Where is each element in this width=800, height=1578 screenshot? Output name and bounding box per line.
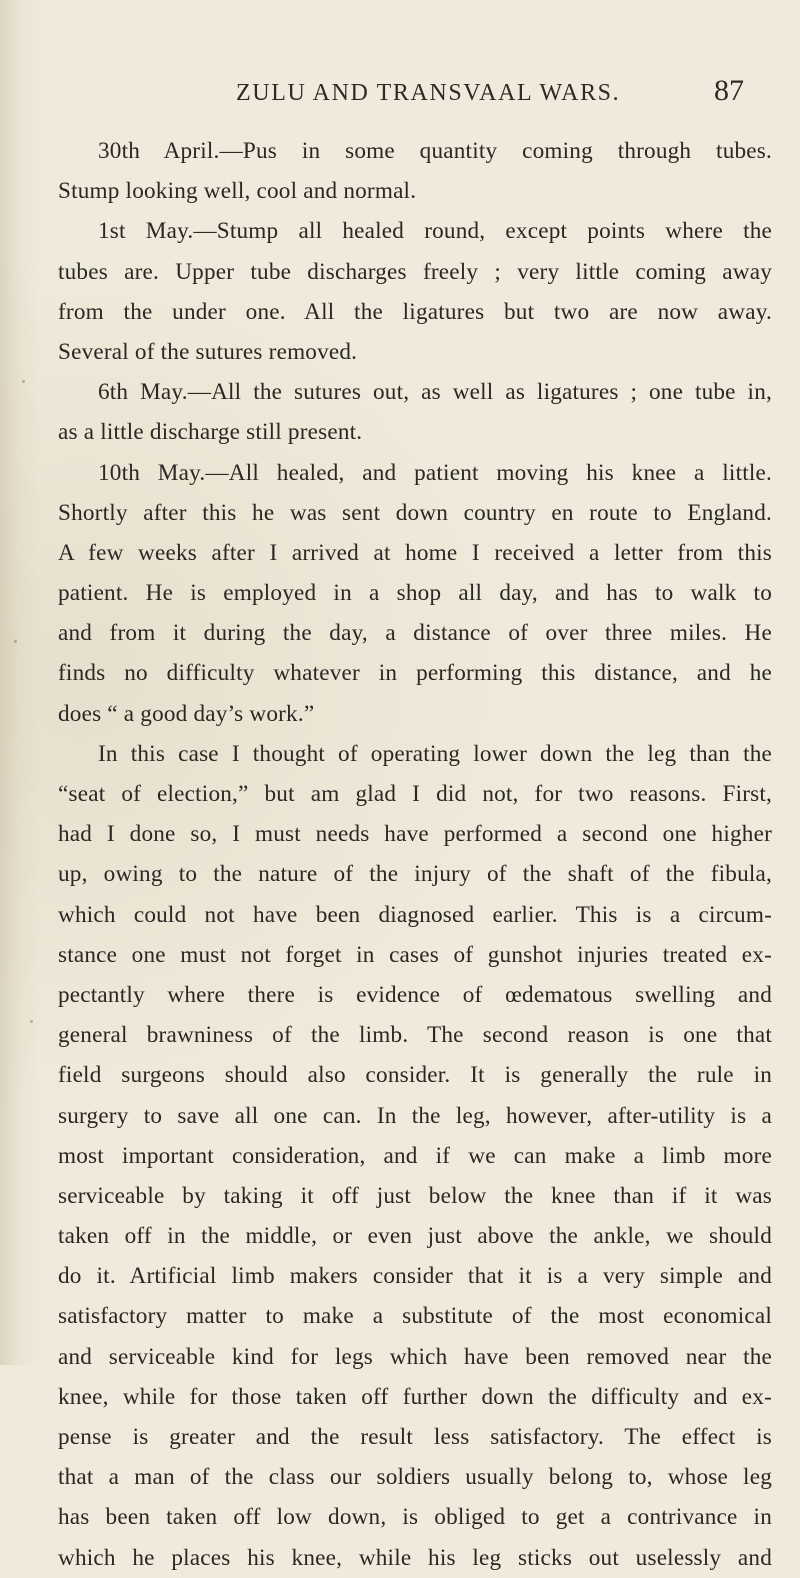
page-number: 87 <box>714 74 744 107</box>
text-line: A few weeks after I arrived at home I received a letter from this <box>58 539 772 566</box>
text-line: has been taken off low down, is obliged to get a contrivance in <box>58 1504 772 1531</box>
paper-speck <box>30 1020 33 1023</box>
text-line: pectantly where there is evidence of œdematous swelling and <box>58 981 772 1008</box>
paper-speck <box>22 380 25 383</box>
text-line: 1st May.—Stump all healed round, except points where the <box>98 218 772 245</box>
text-line: tubes are. Upper tube discharges freely ; very little coming away <box>58 258 772 285</box>
text-line: general brawniness of the limb. The second reason is one that <box>58 1022 772 1049</box>
text-line: In this case I thought of operating lower down the leg than the <box>98 740 772 767</box>
text-line: patient. He is employed in a shop all day, and has to walk to <box>58 580 772 607</box>
body-text <box>58 131 772 1578</box>
text-line: taken off in the middle, or even just above the ankle, we should <box>58 1223 772 1250</box>
text-line: up, owing to the nature of the injury of the shaft of the fibula, <box>58 861 772 888</box>
text-line: as a little discharge still present. <box>58 419 363 446</box>
running-head: ZULU AND TRANSVAAL WARS. <box>236 80 621 106</box>
text-line: 30th April.—Pus in some quantity coming through tubes. <box>98 138 772 164</box>
text-line: which could not have been diagnosed earlier. This is a circum- <box>58 901 772 928</box>
text-line: does “ a good day’s work.” <box>58 700 315 727</box>
text-line: which he places his knee, while his leg sticks out uselessly and <box>58 1544 772 1571</box>
text-line: finds no difficulty whatever in performing this distance, and he <box>58 660 772 687</box>
text-line: pense is greater and the result less satisfactory. The effect is <box>58 1424 772 1450</box>
text-line: most important consideration, and if we can make a limb more <box>58 1142 772 1169</box>
page-header <box>0 74 800 114</box>
text-line: had I done so, I must needs have performed a second one higher <box>58 821 772 848</box>
text-line: satisfactory matter to make a substitute of the most economical <box>58 1303 772 1330</box>
text-line: from the under one. All the ligatures but two are now away. <box>58 298 772 325</box>
text-line: field surgeons should also consider. It is generally the rule in <box>58 1062 772 1089</box>
text-line: serviceable by taking it off just below the knee than if it was <box>58 1182 772 1209</box>
text-line: Stump looking well, cool and normal. <box>58 178 417 205</box>
text-line: stance one must not forget in cases of gunshot injuries treated ex- <box>58 941 772 968</box>
text-line: Shortly after this he was sent down country en route to England. <box>58 499 772 526</box>
text-line: and serviceable kind for legs which have been removed near the <box>58 1343 772 1370</box>
text-line: that a man of the class our soldiers usually belong to, whose leg <box>58 1464 772 1491</box>
paper-speck <box>14 640 17 643</box>
text-line: knee, while for those taken off further down the difficulty and ex- <box>58 1383 772 1410</box>
text-line: surgery to save all one can. In the leg, however, after-utility is a <box>58 1102 772 1129</box>
text-line: do it. Artificial limb makers consider that it is a very simple and <box>58 1263 772 1290</box>
text-line: 10th May.—All healed, and patient moving his knee a little. <box>98 459 772 486</box>
text-line: “seat of election,” but am glad I did not, for two reasons. First, <box>58 781 772 807</box>
text-line: 6th May.—All the sutures out, as well as ligatures ; one tube in, <box>98 379 772 406</box>
text-line: Several of the sutures removed. <box>58 338 358 365</box>
text-line: and from it during the day, a distance of over three miles. He <box>58 620 772 647</box>
